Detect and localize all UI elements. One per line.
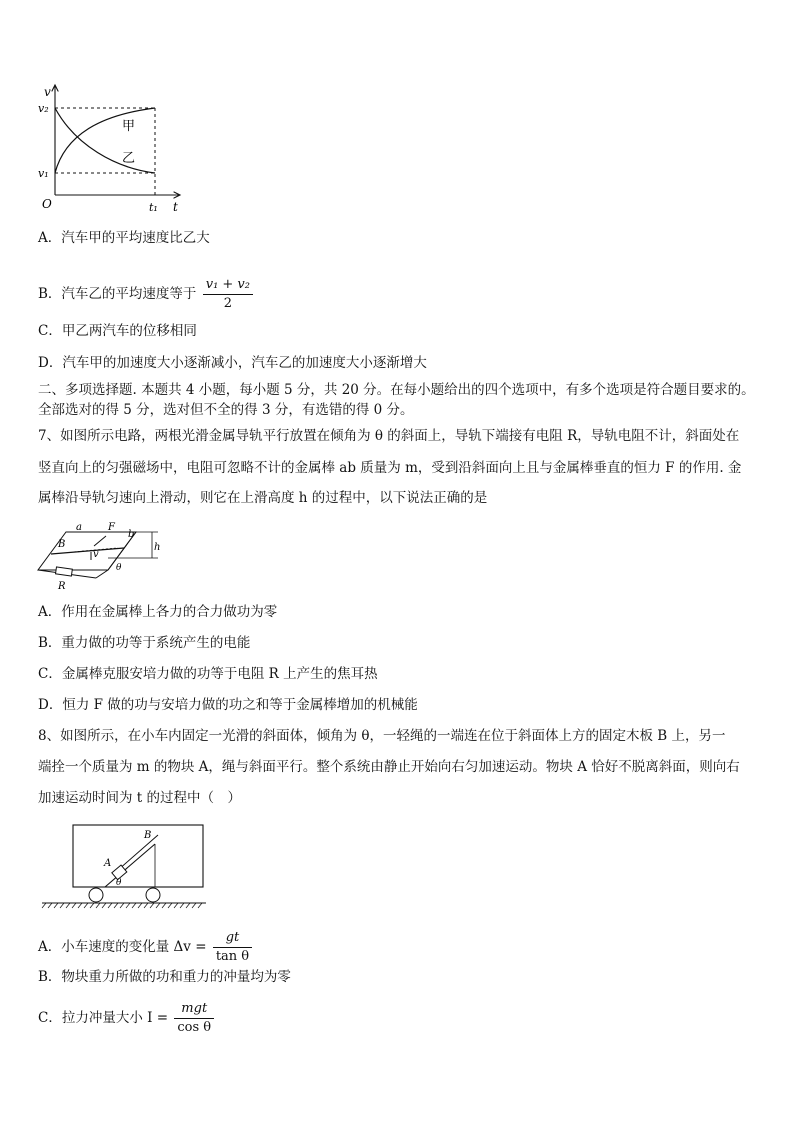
q8-option-a-fraction xyxy=(213,929,252,966)
q8-option-b: B．物块重力所做的功和重力的冲量均为零 xyxy=(38,969,291,985)
fig7-label-theta: θ xyxy=(116,563,122,573)
t-axis-label: t xyxy=(173,200,178,214)
fig8-label-B: B xyxy=(144,830,152,841)
q7-stem-line1: 7、如图所示电路，两根光滑金属导轨平行放置在倾角为 θ 的斜面上，导轨下端接有电阻 R，导轨电阻不计，斜面处在 xyxy=(38,428,740,444)
q8-stem-line3: 加速运动时间为 t 的过程中（ ） xyxy=(38,790,242,806)
v1-label: v₁ xyxy=(38,167,49,180)
cart-incline-figure xyxy=(40,822,210,912)
curve-yi-label: 乙 xyxy=(122,151,136,166)
section2-line1: 二、多项选择题. 本题共 4 小题，每小题 5 分，共 20 分。在每小题给出的四个选项中，有多个选项是符合题目要求的。 xyxy=(38,382,755,398)
fig7-label-F: F xyxy=(108,522,115,533)
q8-option-a xyxy=(38,929,252,966)
q8-stem-line1: 8、如图所示，在小车内固定一光滑的斜面体，倾角为 θ，一轻绳的一端连在位于斜面体上方的固定木板 B 上，另一 xyxy=(38,728,726,744)
fig7-label-h: h xyxy=(154,542,161,553)
q6-b-numerator: v₁ + v₂ xyxy=(203,276,253,295)
fig7-label-v: v xyxy=(93,549,99,560)
q8-c-numerator: mgt xyxy=(174,1000,214,1019)
q7-option-b: B．重力做的功等于系统产生的电能 xyxy=(38,635,251,651)
q7-stem-line2: 竖直向上的匀强磁场中，电阻可忽略不计的金属棒 ab 质量为 m，受到沿斜面向上且与金属棒垂直的恒力 F 的作用. 金 xyxy=(38,460,742,476)
fig7-label-b: b xyxy=(128,529,135,540)
q6-option-c: C．甲乙两汽车的位移相同 xyxy=(38,323,197,339)
q8-option-c-text: C．拉力冲量大小 I = xyxy=(38,1010,169,1026)
q6-option-a: A．汽车甲的平均速度比乙大 xyxy=(38,230,210,246)
q8-a-denominator: tan θ xyxy=(215,949,250,964)
fig8-label-A: A xyxy=(104,858,112,869)
curve-yi xyxy=(55,108,155,173)
q8-option-c-fraction xyxy=(174,1000,214,1037)
vt-graph-figure xyxy=(30,80,200,225)
v2-label: v₂ xyxy=(38,102,49,115)
q8-a-numerator: gt xyxy=(213,929,252,948)
q7-stem-line3: 属棒沿导轨匀速向上滑动，则它在上滑高度 h 的过程中，以下说法正确的是 xyxy=(38,490,488,506)
q6-option-b-text: B．汽车乙的平均速度等于 xyxy=(38,286,197,302)
fig7-label-B: B xyxy=(58,539,66,550)
incline-circuit-figure xyxy=(36,520,166,595)
v-axis-label: v xyxy=(44,85,51,99)
q6-option-b-fraction xyxy=(203,276,253,313)
fig7-label-a: a xyxy=(76,522,82,533)
section2-line2: 全部选对的得 5 分，选对但不全的得 3 分，有选错的得 0 分。 xyxy=(38,402,414,418)
q6-b-denominator: 2 xyxy=(223,296,232,311)
t1-label: t₁ xyxy=(149,201,158,214)
q7-option-c: C．金属棒克服安培力做的功等于电阻 R 上产生的焦耳热 xyxy=(38,666,378,682)
q7-option-a: A．作用在金属棒上各力的合力做功为零 xyxy=(38,604,278,620)
q6-option-b xyxy=(38,276,253,313)
q7-option-d: D．恒力 F 做的功与安培力做的功之和等于金属棒增加的机械能 xyxy=(38,697,418,713)
q8-option-a-text: A．小车速度的变化量 Δv = xyxy=(38,939,207,955)
fig8-label-theta: θ xyxy=(116,878,122,888)
origin-label: O xyxy=(42,197,52,211)
q6-option-d: D．汽车甲的加速度大小逐渐减小，汽车乙的加速度大小逐渐增大 xyxy=(38,355,427,371)
fig7-label-R: R xyxy=(58,581,66,592)
curve-jia xyxy=(55,108,155,173)
curve-jia-label: 甲 xyxy=(122,119,136,134)
q8-stem-line2: 端拴一个质量为 m 的物块 A，绳与斜面平行。整个系统由静止开始向右匀加速运动。物块 A 恰好不脱离斜面，则向右 xyxy=(38,759,740,775)
q8-option-c xyxy=(38,1000,214,1037)
q8-c-denominator: cos θ xyxy=(177,1020,212,1035)
